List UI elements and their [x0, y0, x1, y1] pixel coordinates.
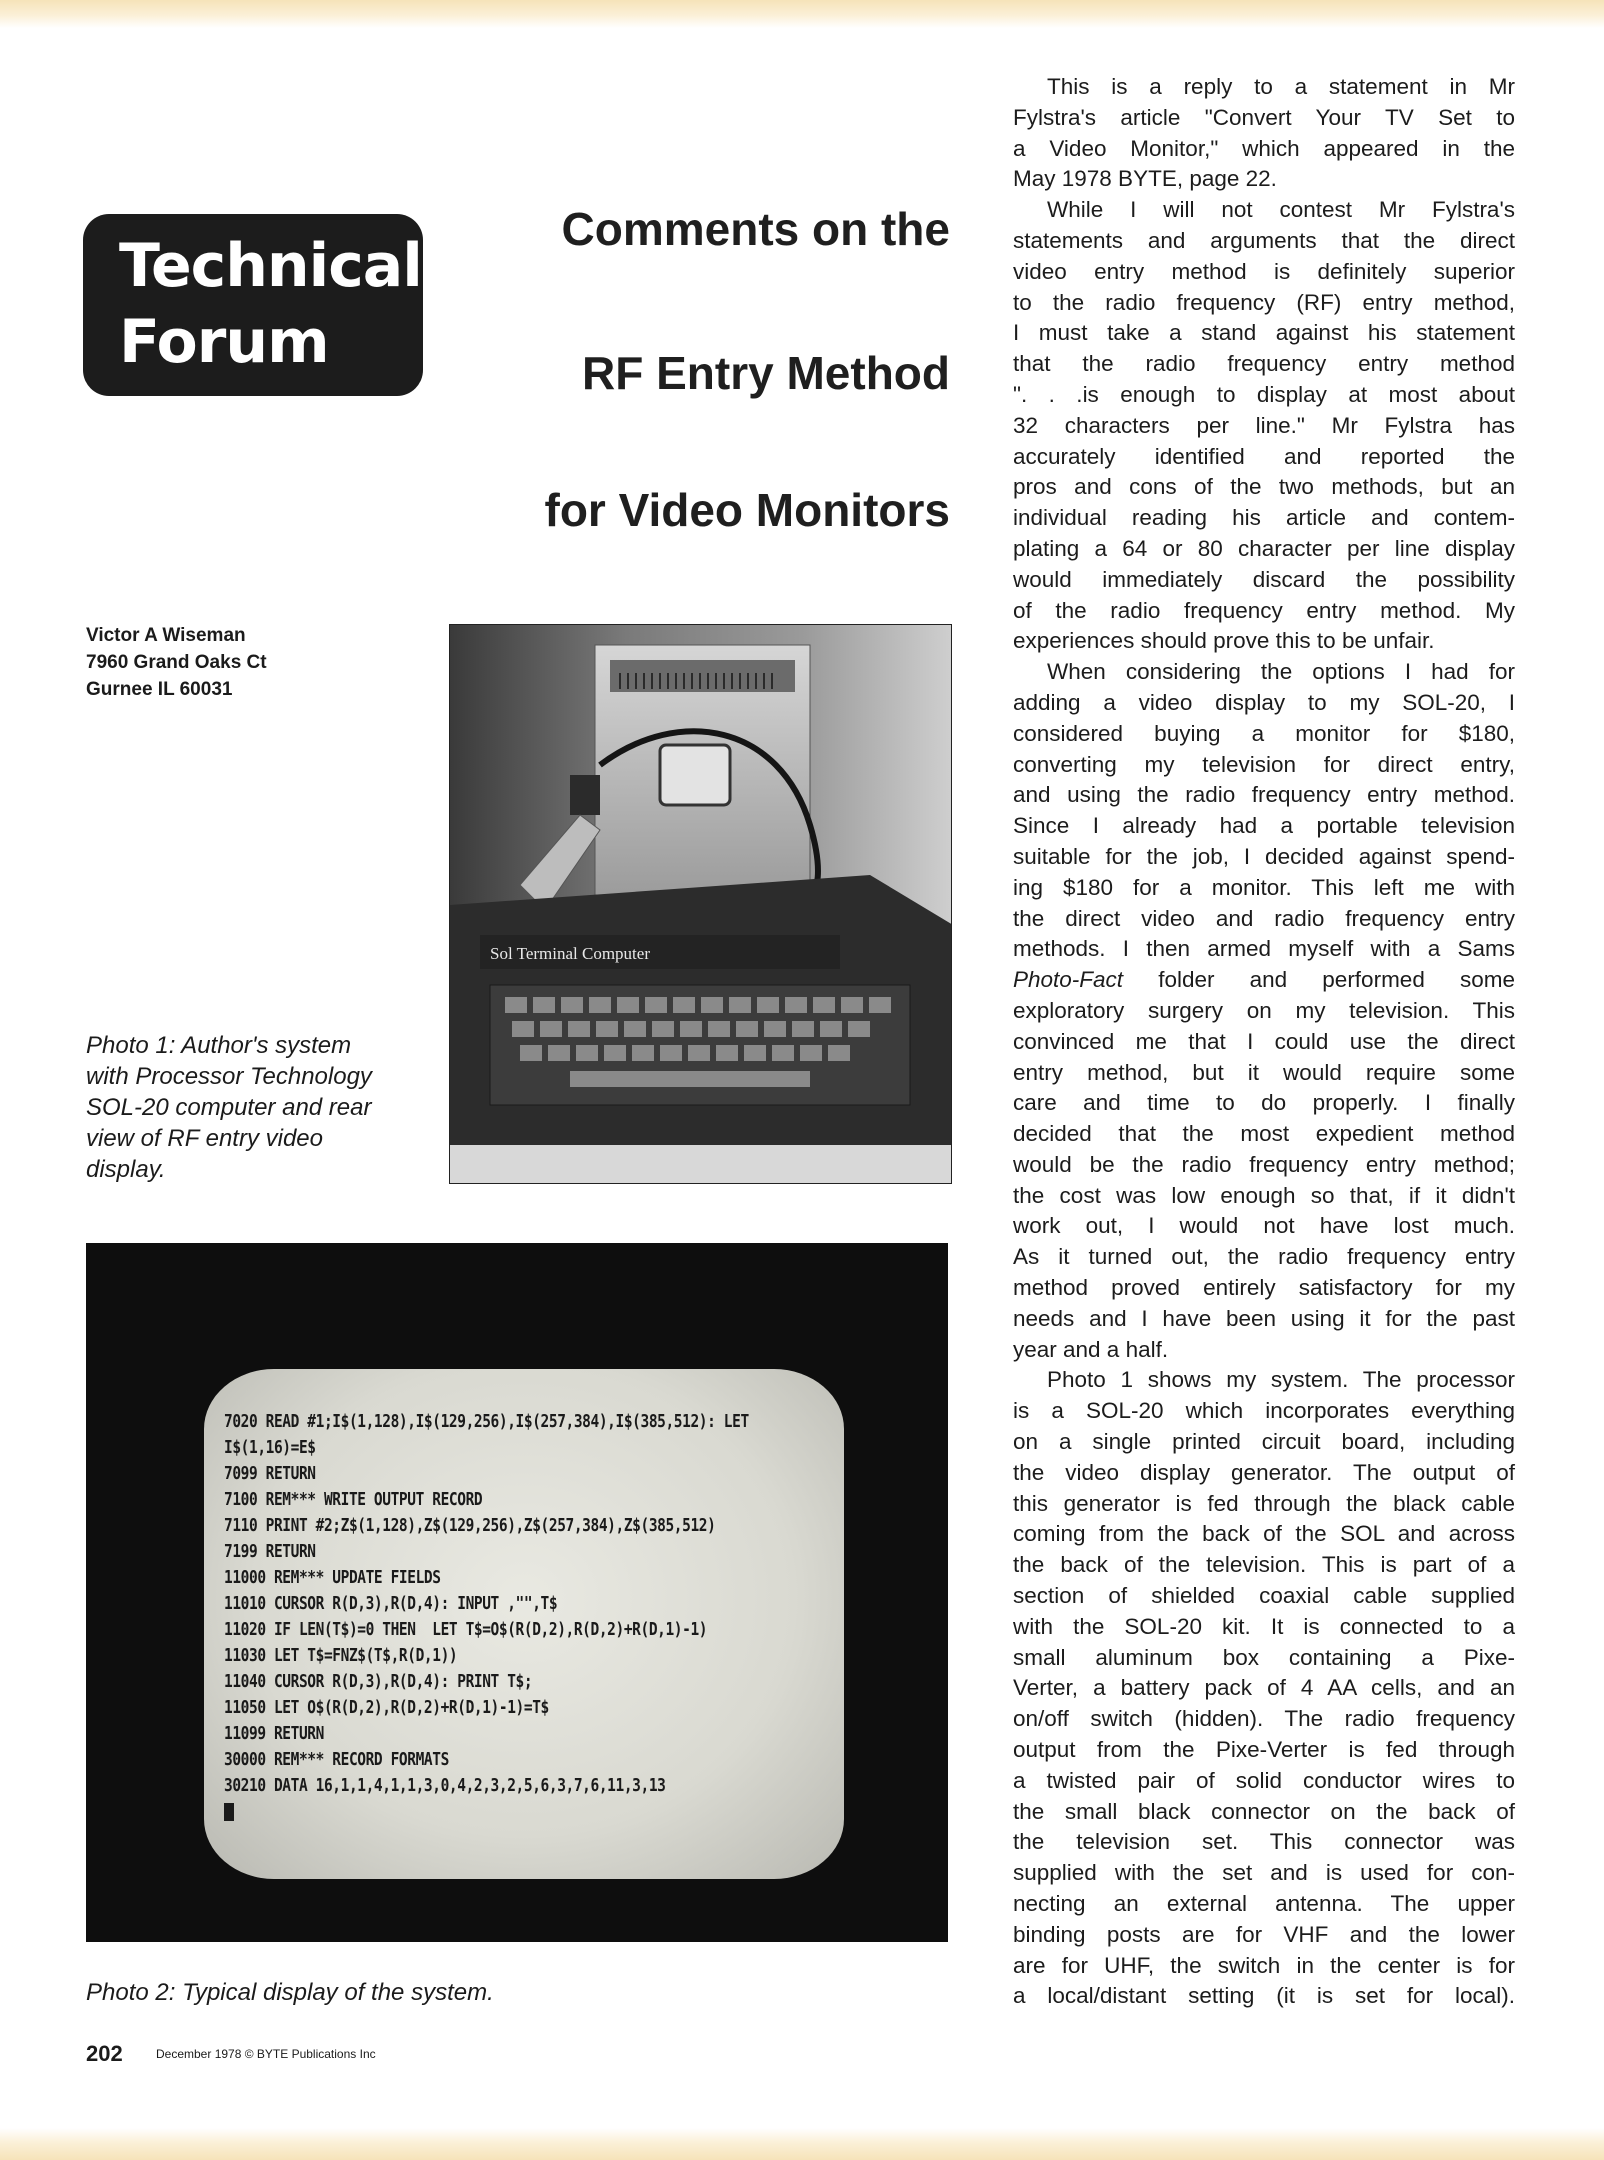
body-line: the video display generator. The output of — [1013, 1459, 1515, 1485]
body-line: year and a half. — [1013, 1336, 1169, 1362]
body-line: experiences should prove this to be unfair. — [1013, 628, 1435, 654]
body-line: a Video Monitor," which appeared in the — [1013, 135, 1515, 161]
body-line: on a single printed circuit board, including — [1013, 1429, 1515, 1455]
body-line: would be the radio frequency entry method; — [1013, 1151, 1515, 1177]
screen-line: 7020 READ #1;I$(1,128),I$(129,256),I$(257,384),I$(385,512): LET — [224, 1412, 749, 1432]
body-line: that the radio frequency entry method — [1013, 351, 1515, 377]
body-line: the back of the television. This is part of a — [1013, 1552, 1515, 1578]
body-line: entry method, but it would require some — [1013, 1059, 1515, 1085]
screen-line: 30210 DATA 16,1,1,4,1,1,3,0,4,2,3,2,5,6,3,7,6,11,3,13 — [224, 1776, 666, 1796]
screen-line: 11030 LET T$=FNZ$(T$,R(D,1)) — [224, 1646, 458, 1666]
article-title-line-1: Comments on the — [561, 203, 950, 255]
text-cursor — [224, 1803, 234, 1821]
body-line: statements and arguments that the direct — [1013, 227, 1515, 253]
screen-line: I$(1,16)=E$ — [224, 1438, 316, 1458]
body-line: a local/distant setting (it is set for local). — [1013, 1983, 1515, 2009]
page-bottom-edge — [0, 2128, 1604, 2160]
author-street: 7960 Grand Oaks Ct — [86, 652, 267, 673]
article-title-line-2: RF Entry Method — [582, 347, 950, 399]
body-line: with the SOL-20 kit. It is connected to a — [1013, 1613, 1515, 1639]
body-line: pros and cons of the two methods, but an — [1013, 474, 1515, 500]
body-line: Photo 1 shows my system. The processor — [1047, 1367, 1515, 1393]
screen-line: 11050 LET O$(R(D,2),R(D,2)+R(D,1)-1)=T$ — [224, 1698, 549, 1718]
screen-line: 11000 REM*** UPDATE FIELDS — [224, 1568, 441, 1588]
technical-forum-logo — [83, 214, 423, 396]
body-line: of the radio frequency entry method. My — [1013, 597, 1515, 623]
screen-line: 11020 IF LEN(T$)=0 THEN LET T$=O$(R(D,2),R(D,2)+R(D,1)-1) — [224, 1620, 708, 1640]
body-line: are for UHF, the switch in the center is for — [1013, 1952, 1515, 1978]
page-top-edge — [0, 0, 1604, 28]
photo-1-illustration — [450, 625, 952, 1184]
body-line: necting an external antenna. The upper — [1013, 1891, 1515, 1917]
body-line: I must take a stand against his statement — [1013, 320, 1515, 346]
screen-line: 7199 RETURN — [224, 1542, 316, 1562]
screen-line: 7110 PRINT #2;Z$(1,128),Z$(129,256),Z$(257,384),Z$(385,512) — [224, 1516, 716, 1536]
author-name: Victor A Wiseman — [86, 625, 246, 646]
body-line: considered buying a monitor for $180, — [1013, 720, 1515, 746]
body-line: section of shielded coaxial cable supplied — [1013, 1583, 1515, 1609]
author-city: Gurnee IL 60031 — [86, 679, 233, 700]
caption-line: with Processor Technology — [86, 1063, 372, 1090]
logo-line-2: Forum — [119, 307, 329, 377]
article-title-line-3: for Video Monitors — [544, 484, 950, 536]
body-line: supplied with the set and is used for con- — [1013, 1860, 1515, 1886]
crt-screen — [204, 1369, 844, 1879]
body-line: small aluminum box containing a Pixe- — [1013, 1644, 1515, 1670]
body-line: individual reading his article and contem- — [1013, 505, 1515, 531]
caption-line: SOL-20 computer and rear — [86, 1094, 372, 1121]
body-line: accurately identified and reported the — [1013, 443, 1515, 469]
body-line: to the radio frequency (RF) entry method, — [1013, 289, 1515, 315]
screen-line: 11040 CURSOR R(D,3),R(D,4): PRINT T$; — [224, 1672, 533, 1692]
screen-line: 7099 RETURN — [224, 1464, 316, 1484]
body-line: exploratory surgery on my television. This — [1013, 997, 1515, 1023]
body-line: the small black connector on the back of — [1013, 1798, 1515, 1824]
body-line: output from the Pixe-Verter is fed through — [1013, 1737, 1515, 1763]
body-line: work out, I would not have lost much. — [1013, 1213, 1515, 1239]
photo-1-caption — [86, 1030, 391, 1185]
screen-line: 7100 REM*** WRITE OUTPUT RECORD — [224, 1490, 483, 1510]
author-byline — [86, 622, 386, 703]
body-line: is a SOL-20 which incorporates everything — [1013, 1398, 1515, 1424]
body-line: Verter, a battery pack of 4 AA cells, and an — [1013, 1675, 1515, 1701]
body-line: As it turned out, the radio frequency entry — [1013, 1244, 1515, 1270]
caption-line: Photo 1: Author's system — [86, 1032, 352, 1059]
body-line: adding a video display to my SOL-20, I — [1013, 689, 1515, 715]
body-line: a twisted pair of solid conductor wires to — [1013, 1767, 1515, 1793]
body-line: care and time to do properly. I finally — [1013, 1090, 1515, 1116]
body-line: Fylstra's article "Convert Your TV Set to — [1013, 104, 1515, 130]
body-line: coming from the back of the SOL and across — [1013, 1521, 1515, 1547]
body-line: Photo-Fact folder and performed some — [1013, 967, 1515, 993]
body-line: the cost was low enough so that, if it didn't — [1013, 1182, 1515, 1208]
body-line: and using the radio frequency entry method. — [1013, 782, 1515, 808]
page-number: 202 — [86, 2041, 123, 2066]
logo-line-1: Technical — [119, 231, 422, 301]
body-line: convinced me that I could use the direct — [1013, 1028, 1515, 1054]
body-line: this generator is fed through the black cable — [1013, 1490, 1515, 1516]
body-line: Since I already had a portable television — [1013, 813, 1515, 839]
article-body — [1013, 72, 1515, 2012]
photo-2-screen-display — [86, 1243, 948, 1942]
body-line: When considering the options I had for — [1047, 659, 1515, 685]
body-line: ". . .is enough to display at most about — [1013, 381, 1515, 407]
body-line: plating a 64 or 80 character per line display — [1013, 535, 1515, 561]
device-label: Sol Terminal Computer — [490, 944, 650, 963]
body-line: needs and I have been using it for the past — [1013, 1305, 1515, 1331]
body-line: the television set. This connector was — [1013, 1829, 1515, 1855]
body-line: suitable for the job, I decided against spend- — [1013, 843, 1515, 869]
body-line: method proved entirely satisfactory for my — [1013, 1275, 1515, 1301]
body-line: ing $180 for a monitor. This left me with — [1013, 874, 1515, 900]
body-line: video entry method is definitely superior — [1013, 258, 1515, 284]
screen-line: 30000 REM*** RECORD FORMATS — [224, 1750, 449, 1770]
body-line: This is a reply to a statement in Mr — [1047, 74, 1515, 99]
body-line: the direct video and radio frequency entry — [1013, 905, 1515, 931]
body-line: would immediately discard the possibility — [1013, 566, 1515, 592]
caption-line: view of RF entry video — [86, 1125, 323, 1152]
body-line: While I will not contest Mr Fylstra's — [1047, 197, 1515, 223]
body-line: binding posts are for VHF and the lower — [1013, 1921, 1515, 1947]
imprint-line: December 1978 © BYTE Publications Inc — [156, 2047, 376, 2061]
body-line: methods. I then armed myself with a Sams — [1013, 936, 1515, 962]
photo-1-sol20-system — [449, 624, 952, 1184]
caption-line: display. — [86, 1156, 166, 1183]
screen-line: 11010 CURSOR R(D,3),R(D,4): INPUT ,"",T$ — [224, 1594, 558, 1614]
body-line: on/off switch (hidden). The radio frequency — [1013, 1706, 1515, 1732]
body-line: decided that the most expedient method — [1013, 1121, 1515, 1147]
body-line: May 1978 BYTE, page 22. — [1013, 166, 1277, 192]
screen-line: 11099 RETURN — [224, 1724, 324, 1744]
body-line: converting my television for direct entry, — [1013, 751, 1515, 777]
photo-2-caption: Photo 2: Typical display of the system. — [86, 1979, 494, 2006]
body-line: 32 characters per line." Mr Fylstra has — [1013, 412, 1515, 438]
